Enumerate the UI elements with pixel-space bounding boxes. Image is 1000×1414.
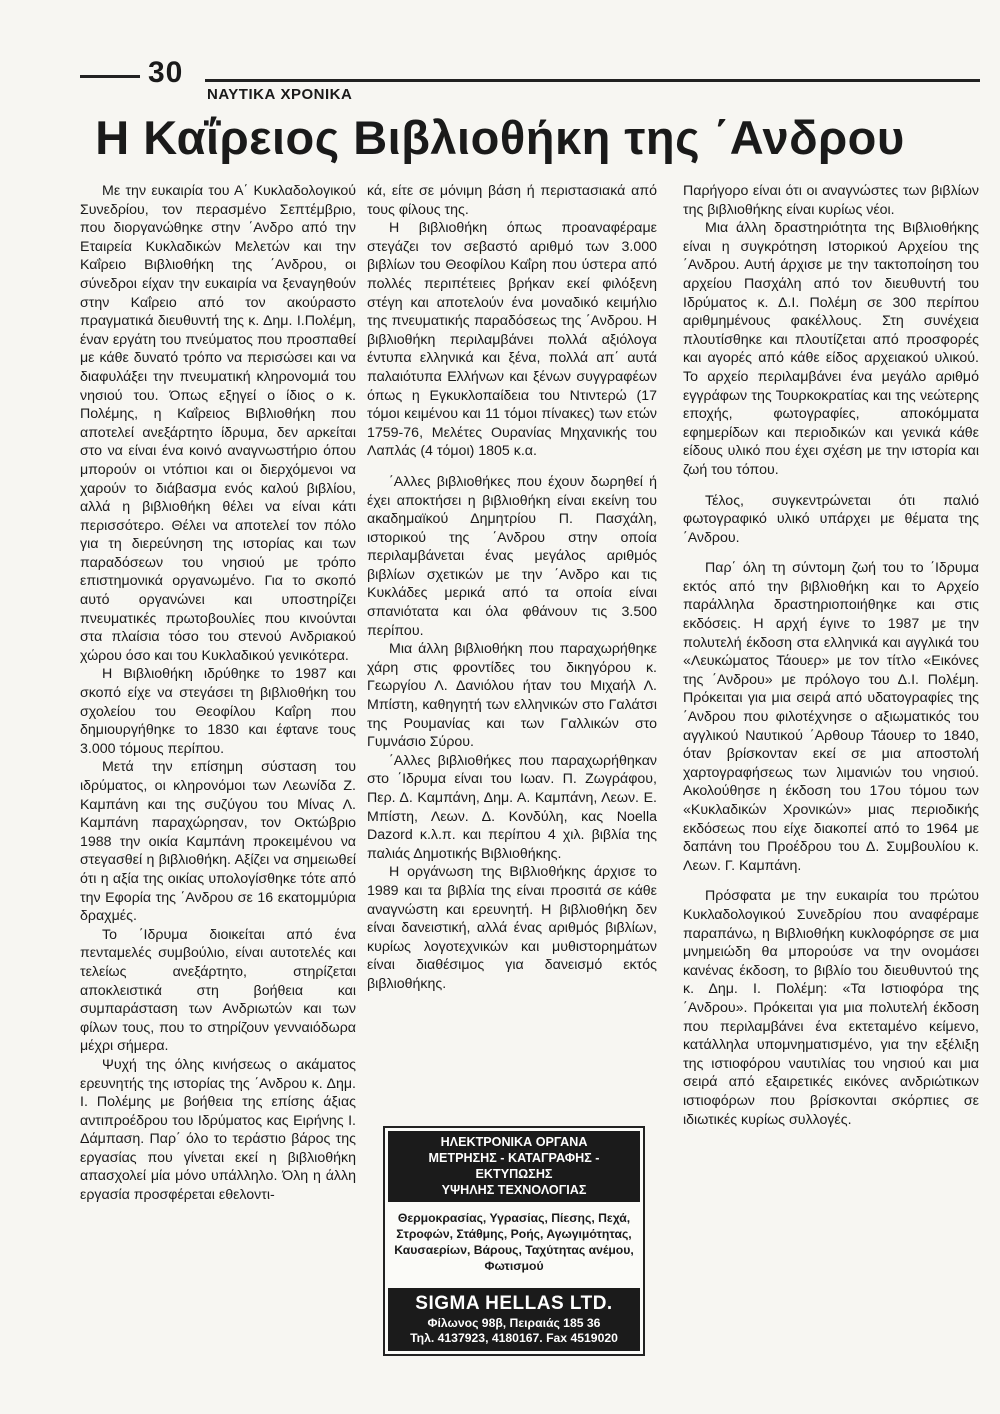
- ad-phone: Τηλ. 4137923, 4180167. Fax 4519020: [410, 1331, 618, 1345]
- paragraph: Μια άλλη δραστηριότητα της Βιβλιοθήκης είναι η συγκρότηση Ιστορικού Αρχείου της ΄Ανδρου. Αυτή άρχισε με την τακτοποίηση του αρχείου Πασχάλη από τον διευθυντή του Ιδρύματος κ. Δ.Ι. Πολέμη σε 300 περίπου αριθμημένους φακέλλους. Στη συνέχεια πλουτίσθηκε και πλουτίζεται από προσφορές και αγορές από κάθε είδος αρχειακού υλικού. Το αρχείο περιλαμβάνει ένα μεγάλο αριθμό εγγράφων της Τουρκοκρατίας και της νεώτερης εποχής, φωτογραφίες, αποκόμματα εφημερίδων και περιοδικών και γενικά κάθε είδους υλικό που έχει σχέση με την ιστορία και ζωή του τόπου.: [683, 220, 979, 478]
- paragraph: κά, είτε σε μόνιμη βάση ή περιστασιακά από τους φίλους της.: [367, 183, 657, 218]
- header-rule-left: [80, 75, 140, 78]
- paragraph: Παρήγορο είναι ότι οι αναγνώστες των βιβλίων της βιβλιοθήκης είναι κυρίως νέοι.: [683, 183, 979, 218]
- paragraph: Με την ευκαιρία του Α΄ Κυκλαδολογικού Συνεδρίου, τον περασμένο Σεπτέμβριο, που διοργανώθηκε στην ΄Ανδρο από την Εταιρεία Κυκλαδικών Μελετών και την Καΐρειο Βιβλιοθήκη της ΄Ανδρου, οι σύνεδροι είχαν την ευκαιρία να ξεναγηθούν στην Καΐρειο από τον ακούραστο πραγματικά διευθυντή της κ. Δημ. Ι.Πολέμη, έναν εργάτη του πνεύματος που προσπαθεί με κάθε δυνατό τρόπο να περισώσει και να διαφυλάξει την πνευματική κληρονομιά του νησιού του. Όπως εξηγεί ο ίδιος ο κ. Πολέμης, η Καΐρειος Βιβλιοθήκη που αποτελεί ανεξάρτητο ίδρυμα, δεν αρκείται στο να είναι ένα κοινό αναγνωστήριο όπου μπορούν οι ντόπιοι και οι διερχόμενοι να χαρούν το διάβασμα ενός καλού βιβλίου, αλλά η βιβλιοθήκη θέλει να είναι κάτι περισσότερο. Θέλει να αποτελεί τον πόλο για τη διερεύνηση της ιστορίας και των παραδόσεων του νησιού με τρόπο επιστημονικά οργανωμένο. Για το σκοπό αυτό οργανώνει και υποστηρίζει πνευματικές πρωτοβουλίες που κινούνται στα πλαίσια τόσο του στενού Ανδριακού χώρου όσο και του Κυκλαδικού γενικότερα.: [80, 183, 356, 664]
- ad-heading-line: ΗΛΕΚΤΡΟΝΙΚΑ ΟΡΓΑΝΑ: [440, 1135, 588, 1149]
- article-title: Η Καΐρειος Βιβλιοθήκη της ΄Ανδρου: [95, 111, 905, 164]
- article-column-1: [80, 182, 356, 1205]
- page-number: 30: [148, 56, 184, 89]
- paragraph: ΄Αλλες βιβλιοθήκες που παραχωρήθηκαν στο ΄Ιδρυμα είναι του Ιωαν. Π. Ζωγράφου, Περ. Δ. Καμπάνη, Δημ. Α. Καμπάνη, Λεων. Ε. Μπίστη, Λεων. Δ. Κονδύλη, κας Noella Dazord κ.λ.π. και περίπου 4 χιλ. βιβλία της παλιάς Δημοτικής Βιβλιοθήκης.: [367, 752, 657, 862]
- paragraph: Παρ΄ όλη τη σύντομη ζωή του το ΄Ιδρυμα εκτός από την βιβλιοθήκη και το Αρχείο παράλληλα δραστηριοποιήθηκε και στις εκδόσεις. Η αρχή έγινε το 1987 με την πολυτελή έκδοση στα ελληνικά και αγγλικά του «Λευκώματος Τάουερ» με τον τίτλο «Εικόνες της ΄Ανδρου» με πρόλογο του Δ.Ι. Πολέμη. Πρόκειται για μια σειρά από υδατογραφίες της ΄Ανδρου που φιλοτέχνησε ο αξιωματικός του αγγλικού Ναυτικού ΄Αρθουρ Τάουερ το 1840, όταν βρίσκονταν εκεί σε μια αποστολή χαρτογραφήσεως των λιμανιών του νησιού. Ακολούθησε η έκδοση του 17ου τόμου των «Κυκλαδικών Χρονικών» μιας περιοδικής εκδόσεως που είχε διακοπεί από το 1964 με δαπάνη του Προέδρου του Δ. Συμβουλίου κ. Λεων. Γ. Καμπάνη.: [683, 560, 979, 874]
- ad-heading-line: ΜΕΤΡΗΣΗΣ - ΚΑΤΑΓΡΑΦΗΣ - ΕΚΤΥΠΩΣΗΣ: [428, 1151, 600, 1181]
- ad-product-list: Θερμοκρασίας, Υγρασίας, Πίεσης, Πεχά, Στροφών, Στάθμης, Ροής, Αγωγιμότητας, Καυσαερίων, Βάρους, Ταχύτητας ανέμου, Φωτισμού: [394, 1211, 634, 1273]
- ad-footer: [388, 1288, 640, 1351]
- ad-address: Φίλωνος 98β, Πειραιάς 185 36: [427, 1316, 601, 1330]
- article-column-3: [683, 182, 979, 1129]
- paragraph: Το ΄Ιδρυμα διοικείται από ένα πενταμελές συμβούλιο, είναι αυτοτελές και τελείως ανεξάρτητο, στηρίζεται αποκλειστικά στη βοήθεια και συμπαράσταση των Ανδριωτών και των φίλων τους, που το στηρίζουν γενναιόδωρα μέχρι σήμερα.: [80, 926, 356, 1055]
- paragraph: Μια άλλη βιβλιοθήκη που παραχωρήθηκε χάρη στις φροντίδες του δικηγόρου κ. Γεωργίου Λ. Δανιόλου ήταν του Μιχαήλ Λ. Μπίστη, καθηγητή των ελληνικών στο Γαλάτσι της Ρουμανίας και των Γαλλικών στο Γυμνάσιο Σύρου.: [367, 641, 657, 751]
- paragraph: Η Βιβλιοθήκη ιδρύθηκε το 1987 και σκοπό είχε να στεγάσει τη βιβλιοθήκη του σχολείου του Θεοφίλου Καΐρη που δημιουργήθηκε το 1830 και έφτανε τους 3.000 τόμους περίπου.: [80, 666, 356, 757]
- advertisement-box: [383, 1126, 645, 1356]
- paragraph: Η βιβλιοθήκη όπως προαναφέραμε στεγάζει τον σεβαστό αριθμό των 3.000 βιβλίων του Θεοφίλου Καΐρη που ύστερα από πολλές περιπέτειες βρήκαν εκεί φιλόξενη στέγη και αποτελούν ένα μοναδικό κειμήλιο της πνευματικής παραδόσεως της ΄Ανδρου. Η βιβλιοθήκη περιλαμβάνει πολλά αξιόλογα έντυπα ελληνικά και ξένα, πολλά απ΄ αυτά παλαιότυπα Ελλήνων και ξένων συγγραφέων όπως η Εγκυκλοπαίδεια του Ντιντερώ (17 τόμοι κειμένου και 11 τόμοι πίνακες) των ετών 1759-76, Μελέτες Ουρανίας Μηχανικής του Λαπλάς (4 τόμοι) 1805 κ.α.: [367, 220, 657, 460]
- paragraph: Μετά την επίσημη σύσταση του ιδρύματος, οι κληρονόμοι των Λεωνίδα Ζ. Καμπάνη και της συζύγου του Μίνας Λ. Καμπάνη παραχώρησαν, τον Οκτώβριο 1988 την οικία Καμπάνη προκειμένου να στεγασθεί η βιβλιοθήκη. Αξίζει να σημειωθεί ότι η αξία της οικίας υπολογίσθηκε τότε από την Εφορία της ΄Ανδρου σε 16 εκατομμύρια δραχμές.: [80, 759, 356, 925]
- paragraph: Τέλος, συγκεντρώνεται ότι παλιό φωτογραφικό υλικό υπάρχει με θέματα της ΄Ανδρου.: [683, 492, 979, 546]
- ad-heading-line: ΥΨΗΛΗΣ ΤΕΧΝΟΛΟΓΙΑΣ: [441, 1183, 587, 1197]
- ad-heading: [388, 1131, 640, 1202]
- paragraph: Ψυχή της όλης κινήσεως ο ακάματος ερευνητής της ιστορίας της ΄Ανδρου κ. Δημ. Ι. Πολέμης με βοήθεια της επίσης άξιας αντιπροέδρου του Ιδρύματος κας Ειρήνης Ι. Δάμπαση. Παρ΄ όλο το τεράστιο βάρος της εργασίας που γίνεται εκεί η βιβλιοθήκη απασχολεί μία μόνο υπάλληλο. Όλη η άλλη εργασία προσφέρεται εθελοντι-: [80, 1056, 356, 1204]
- ad-company-name: SIGMA HELLAS LTD.: [415, 1293, 613, 1314]
- article-column-2: [367, 182, 657, 994]
- header-rule-right: [205, 79, 980, 82]
- paragraph: Η οργάνωση της Βιβλιοθήκης άρχισε το 1989 και τα βιβλία της είναι προσιτά σε κάθε αναγνώστη και ερευνητή. Η βιβλιοθήκη δεν είναι δανειστική, αλλά ένας αριθμός βιβλίων, κυρίως λογοτεχνικών και μυθιστορημάτων είναι διαθέσιμος για δανεισμό εκτός βιβλιοθήκης.: [367, 864, 657, 992]
- paragraph: Πρόσφατα με την ευκαιρία του πρώτου Κυκλαδολογικού Συνεδρίου που αναφέραμε παραπάνω, η Βιβλιοθήκη κυκλοφόρησε σε μια μνημειώδη θα μπορούσε να την ονομάσει κανένας έκδοση, το βιβλίο του διευθυντού της κ. Δημ. Ι. Πολέμη: «Τα Ιστιοφόρα της ΄Ανδρου». Πρόκειται για μια πολυτελή έκδοση που περιλαμβάνει ένα εκτεταμένο κείμενο, κατάλληλα υπομνηματισμένο, για την εξέλιξη της ιστιοφόρου ναυτιλίας του νησιού και μια σειρά από εξαιρετικές εικόνες ανδριώτικων ιστιοφόρων που βρίσκονται σκόρπιες σε ιδιωτικές κυρίως συλλογές.: [683, 888, 979, 1128]
- publication-name: ΝΑΥΤΙΚΑ ΧΡΟΝΙΚΑ: [207, 86, 353, 103]
- paragraph: ΄Αλλες βιβλιοθήκες που έχουν δωρηθεί ή έχει αποκτήσει η βιβλιοθήκη είναι εκείνη του ακαδημαϊκού Δημητρίου Π. Πασχάλη, ιστορικού της ΄Ανδρου στην οποία περιλαμβάνεται ένας μεγάλος αριθμός βιβλίων σχετικών με την ΄Ανδρο και τις Κυκλάδες μερικά από τα οποία είναι σπανιότατα και όλα φθάνουν τις 3.500 περίπου.: [367, 473, 657, 639]
